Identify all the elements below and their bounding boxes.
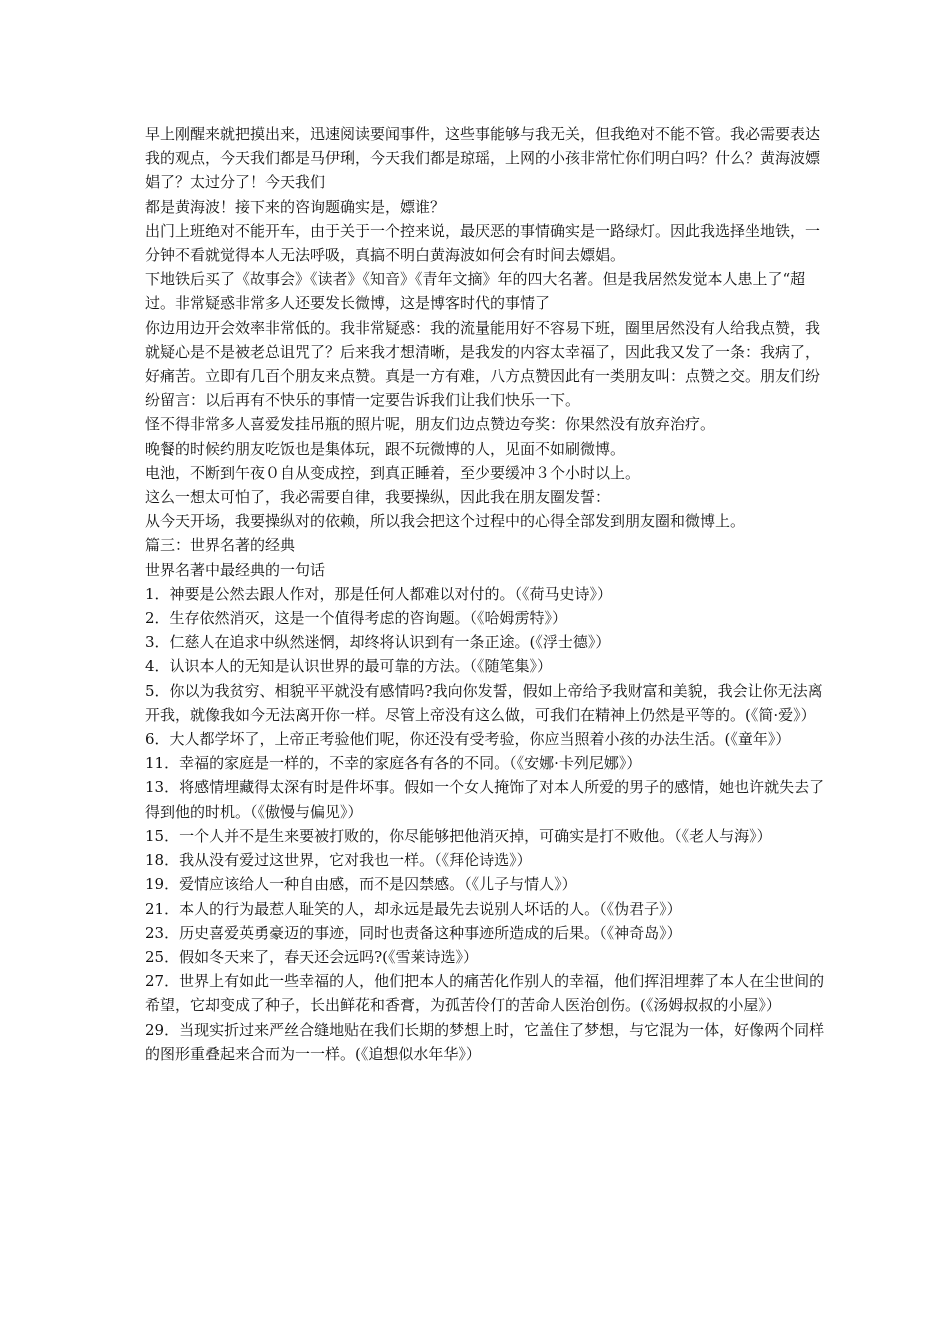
paragraph: 电池，不断到午夜０自从变成控，到真正睡着，至少要缓冲３个小时以上。: [145, 463, 641, 482]
paragraph: 从今天开场，我要操纵对的依赖，所以我会把这个过程中的心得全部发到朋友圈和微博上。: [145, 512, 746, 531]
quote-item: 27．世界上有如此一些幸福的人，他们把本人的痛苦化作别人的幸福，他们挥泪埋葬了本人在尘世间的希望，它却变成了种子，长出鲜花和香膏，为孤苦伶仃的苦命人医治创伤。(《汤姆叔叔的小屋》）: [145, 972, 825, 1015]
paragraph: 这么一想太可怕了，我必需要自律，我要操纵，因此我在朋友圈发誓：: [145, 488, 611, 507]
quote-item: 2．生存依然消灭，这是一个值得考虑的咨询题。（《哈姆雳特》）: [145, 609, 568, 628]
quote-item: 18．我从没有爱过这世界，它对我也一样。（《拜伦诗选》）: [145, 851, 532, 870]
quote-item: 23．历史喜爱英勇豪迈的事迹，同时也责备这种事迹所造成的后果。（《神奇岛》）: [145, 923, 682, 942]
quote-item: 1．神要是公然去跟人作对，那是任何人都难以对付的。（《荷马史诗》）: [145, 584, 613, 603]
section-subtitle: 世界名著中最经典的一句话: [145, 560, 326, 579]
paragraph: 下地铁后买了《故事会》《读者》《知音》《青年文摘》年的四大名著。但是我居然发觉本人患上了“超过。非常疑惑非常多人还要发长微博，这是博客时代的事情了: [145, 270, 806, 313]
paragraph: 早上刚醒来就把摸出来，迅速阅读要闻事件，这些事能够与我无关，但我绝对不能不管。我必需要表达我的观点，今天我们都是马伊琍，今天我们都是琼瑶，上网的小孩非常忙你们明白吗？什么？黄海波嫖娼了？太过分了！今天我们: [145, 125, 821, 192]
document-body: [145, 122, 825, 1066]
paragraph: 出门上班绝对不能开车，由于关于一个控来说，最厌恶的事情确实是一路绿灯。因此我选择坐地铁，一分钟不看就觉得本人无法呼吸，真搞不明白黄海波如何会有时间去嫖娼。: [145, 221, 821, 265]
quote-item: 11．幸福的家庭是一样的，不幸的家庭各有各的不同。（《安娜·卡列尼娜》）: [145, 754, 642, 773]
paragraph: 你边用边开会效率非常低的。我非常疑惑：我的流量能用好不容易下班，圈里居然没有人给我点赞，我就疑心是不是被老总诅咒了？后来我才想清晰，是我发的内容太幸福了，因此我又发了一条：我病了，好痛苦。立即有几百个朋友来点赞。真是一方有难，八方点赞因此有一类朋友叫：点赞之交。朋友们纷纷留言：以后再有不快乐的事情一定要告诉我们让我们快乐一下。: [145, 318, 821, 410]
quote-item: 5．你以为我贫穷、相貌平平就没有感情吗?我向你发誓，假如上帝给予我财富和美貌，我会让你无法离开我，就像我如今无法离开你一样。尽管上帝没有这么做，可我们在精神上仍然是平等的。(《简·爱》）: [145, 681, 823, 724]
quote-item: 25．假如冬天来了，春天还会远吗?(《雪莱诗选》）: [145, 947, 478, 966]
quote-item: 21．本人的行为最惹人耻笑的人，却永远是最先去说别人坏话的人。（《伪君子》）: [145, 899, 682, 918]
quote-item: 29．当现实折过来严丝合缝地贴在我们长期的梦想上时，它盖住了梦想，与它混为一体，好像两个同样的图形重叠起来合而为一一样。(《追想似水年华》）: [145, 1020, 825, 1063]
paragraph: 都是黄海波！接下来的咨询题确实是，嫖谁？: [145, 197, 446, 216]
quote-item: 19．爱情应该给人一种自由感，而不是囚禁感。（《儿子与情人》）: [145, 875, 577, 894]
quote-item: 6．大人都学坏了，上帝正考验他们呢，你还没有受考验，你应当照着小孩的办法生活。(《童年》）: [145, 730, 791, 749]
quote-item: 15．一个人并不是生来要被打败的，你尽能够把他消灭掉，可确实是打不败他。（《老人与海》）: [145, 826, 772, 845]
paragraph: 晚餐的时候约朋友吃饭也是集体玩，跟不玩微博的人，见面不如刷微博。: [145, 439, 626, 458]
quote-item: 3．仁慈人在追求中纵然迷惘，却终将认识到有一条正途。(《浮士德》）: [145, 633, 611, 652]
paragraph: 怪不得非常多人喜爱发挂吊瓶的照片呢，朋友们边点赞边夸奖：你果然没有放弃治疗。: [145, 415, 716, 434]
quote-item: 4．认识本人的无知是认识世界的最可靠的方法。（《随笔集》）: [145, 657, 553, 676]
quote-item: 13．将感情埋藏得太深有时是件坏事。假如一个女人掩饰了对本人所爱的男子的感情，她也许就失去了得到他的时机。（《傲慢与偏见》）: [145, 778, 825, 821]
section-heading: 篇三：世界名著的经典: [145, 536, 296, 555]
